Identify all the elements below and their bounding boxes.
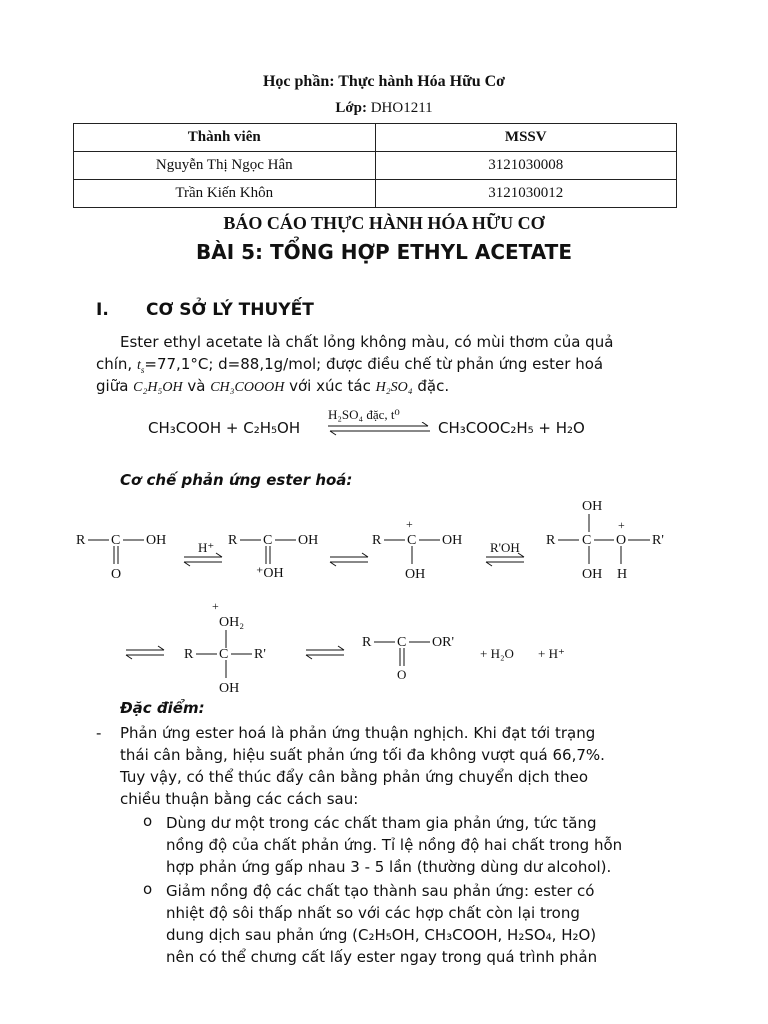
structure-carboxylic-acid	[76, 533, 166, 582]
mechanism-heading: Cơ chế phản ứng ester hoá:	[120, 471, 353, 489]
list-item	[166, 880, 675, 968]
t-letter: t	[136, 358, 141, 373]
c-label: C	[407, 533, 417, 548]
plus-charge: +	[406, 517, 413, 531]
acid-formula: CH₃COOOH	[210, 380, 285, 395]
student-id: 3121030008	[375, 152, 677, 180]
equilibrium-arrow-4	[126, 646, 164, 659]
o-label: O	[111, 567, 122, 582]
oh2-label: OH₂	[219, 615, 245, 630]
o-label: O	[616, 533, 627, 548]
text-line: nồng độ của chất phản ứng. Tỉ lệ nồng độ hai chất trong hỗn	[166, 836, 623, 854]
intro-text-2b: =77,1°C; d=88,1g/mol; được điều chế từ phản ứng ester hoá	[144, 355, 604, 373]
h-plus-label: H⁺	[198, 540, 215, 555]
r-label: R	[228, 533, 238, 548]
text-line: thái cân bằng, hiệu suất phản ứng tối đa không vượt quá 66,7%.	[120, 746, 605, 764]
h-label: H	[617, 567, 628, 582]
bullet-marker: o	[143, 812, 153, 830]
alcohol-label: R'OH	[490, 540, 520, 555]
list-dash: -	[96, 724, 102, 742]
lesson-title: BÀI 5: TỔNG HỢP ETHYL ACETATE	[196, 240, 572, 264]
c-label: C	[397, 635, 407, 650]
c-label: C	[263, 533, 273, 548]
text-line: Tuy vậy, có thể thúc đẩy cân bằng phản ứng chuyển dịch theo	[120, 768, 589, 786]
text-line: dung dịch sau phản ứng (C₂H₅OH, CH₃COOH, H₂SO₄, H₂O)	[166, 926, 597, 944]
text-line: Dùng dư một trong các chất tham gia phản ứng, tức tăng	[166, 814, 597, 832]
oh-label: OH	[442, 533, 463, 548]
equilibrium-arrow-5	[306, 646, 344, 659]
course-label: Học phần: Thực hành Hóa Hữu Cơ	[262, 73, 506, 90]
oh-label: OH	[582, 499, 603, 514]
structure-oxonium-intermediate	[546, 499, 664, 582]
class-key: Lớp:	[335, 100, 367, 116]
intro-line-1	[96, 331, 675, 353]
text-line: Giảm nồng độ các chất tạo thành sau phản ứng: ester có	[166, 882, 595, 900]
features-heading: Đặc điểm:	[120, 699, 205, 717]
text-line: hợp phản ứng gấp nhau 3 - 5 lần (thường dùng dư alcohol).	[166, 858, 612, 876]
equilibrium-arrow-1	[184, 540, 222, 566]
member-name: Trần Kiến Khôn	[74, 180, 376, 208]
intro-text-3a: giữa	[96, 377, 129, 395]
section-number: I.	[96, 300, 109, 320]
structure-carbocation	[372, 517, 462, 582]
text-line: nên có thể chưng cất lấy ester ngay trong quá trình phản	[166, 948, 598, 966]
table-row	[74, 180, 677, 208]
text-line: Phản ứng ester hoá là phản ứng thuận nghịch. Khi đạt tới trạng	[120, 724, 596, 742]
oh-label: OH	[146, 533, 167, 548]
plus-charge: +	[618, 518, 625, 532]
c-label: C	[111, 533, 121, 548]
intro-line-3	[96, 375, 675, 399]
equilibrium-arrow-3	[486, 540, 524, 566]
structure-tetrahedral-intermediate	[184, 599, 266, 696]
intro-text-3c: đặc.	[417, 377, 450, 395]
o-label: O	[397, 667, 407, 682]
intro-text-3b: với xúc tác	[289, 377, 371, 395]
ethanol-formula: C₂H₅OH	[133, 380, 183, 395]
member-name: Nguyễn Thị Ngọc Hân	[74, 152, 376, 180]
equation-products: CH₃COOC₂H₅ + H₂O	[438, 419, 585, 437]
text-line: nhiệt độ sôi thấp nhất so với các hợp chất còn lại trong	[166, 904, 580, 922]
equilibrium-arrow-2	[330, 553, 368, 566]
oh-label: OH	[582, 567, 603, 582]
r-label: R	[184, 647, 194, 662]
or-prime-label: OR'	[432, 635, 454, 650]
class-line	[0, 100, 768, 117]
intro-text-and: và	[187, 377, 206, 395]
list-item	[166, 812, 675, 878]
water-label: + H₂O	[480, 646, 514, 661]
plus-oh-label: ⁺OH	[256, 566, 284, 581]
temperature-symbol: $t_s$	[136, 358, 145, 375]
class-value: DHO1211	[370, 100, 433, 116]
r-label: R	[546, 533, 556, 548]
equation-reactants: CH₃COOH + C₂H₅OH	[148, 419, 301, 437]
proton-label: + H⁺	[538, 646, 565, 661]
table-header-row	[74, 124, 677, 152]
column-header-member: Thành viên	[74, 124, 376, 152]
members-table	[73, 123, 677, 208]
bullet-marker: o	[143, 880, 153, 898]
oh-label: OH	[219, 681, 240, 696]
column-header-student-id: MSSV	[375, 124, 677, 152]
feature-paragraph	[120, 722, 675, 810]
c-label: C	[582, 533, 592, 548]
structure-ester-product	[362, 635, 565, 682]
plus-charge: +	[212, 599, 219, 613]
text-line: chiều thuận bằng các cách sau:	[120, 790, 359, 808]
mechanism-diagram	[0, 490, 768, 705]
table-row	[74, 152, 677, 180]
c-label: C	[219, 647, 229, 662]
student-id: 3121030012	[375, 180, 677, 208]
equilibrium-arrow	[326, 422, 432, 436]
oh-label: OH	[298, 533, 319, 548]
r-prime-label: R'	[652, 533, 664, 548]
or-prime-label: R'	[254, 647, 266, 662]
structure-protonated-carbonyl	[228, 533, 318, 581]
r-label: R	[372, 533, 382, 548]
catalyst-formula: H₂SO₄	[375, 380, 413, 395]
oh-label: OH	[405, 567, 426, 582]
section-title: CƠ SỞ LÝ THUYẾT	[146, 300, 314, 320]
report-title: BÁO CÁO THỰC HÀNH HÓA HỮU CƠ	[223, 213, 545, 233]
equation-condition: H₂SO₄ đặc, t⁰	[328, 407, 400, 422]
intro-text-2a: chín,	[96, 355, 133, 373]
intro-text-1: Ester ethyl acetate là chất lỏng không màu, có mùi thơm của quả	[120, 333, 614, 351]
r-label: R	[76, 533, 86, 548]
r-label: R	[362, 635, 372, 650]
